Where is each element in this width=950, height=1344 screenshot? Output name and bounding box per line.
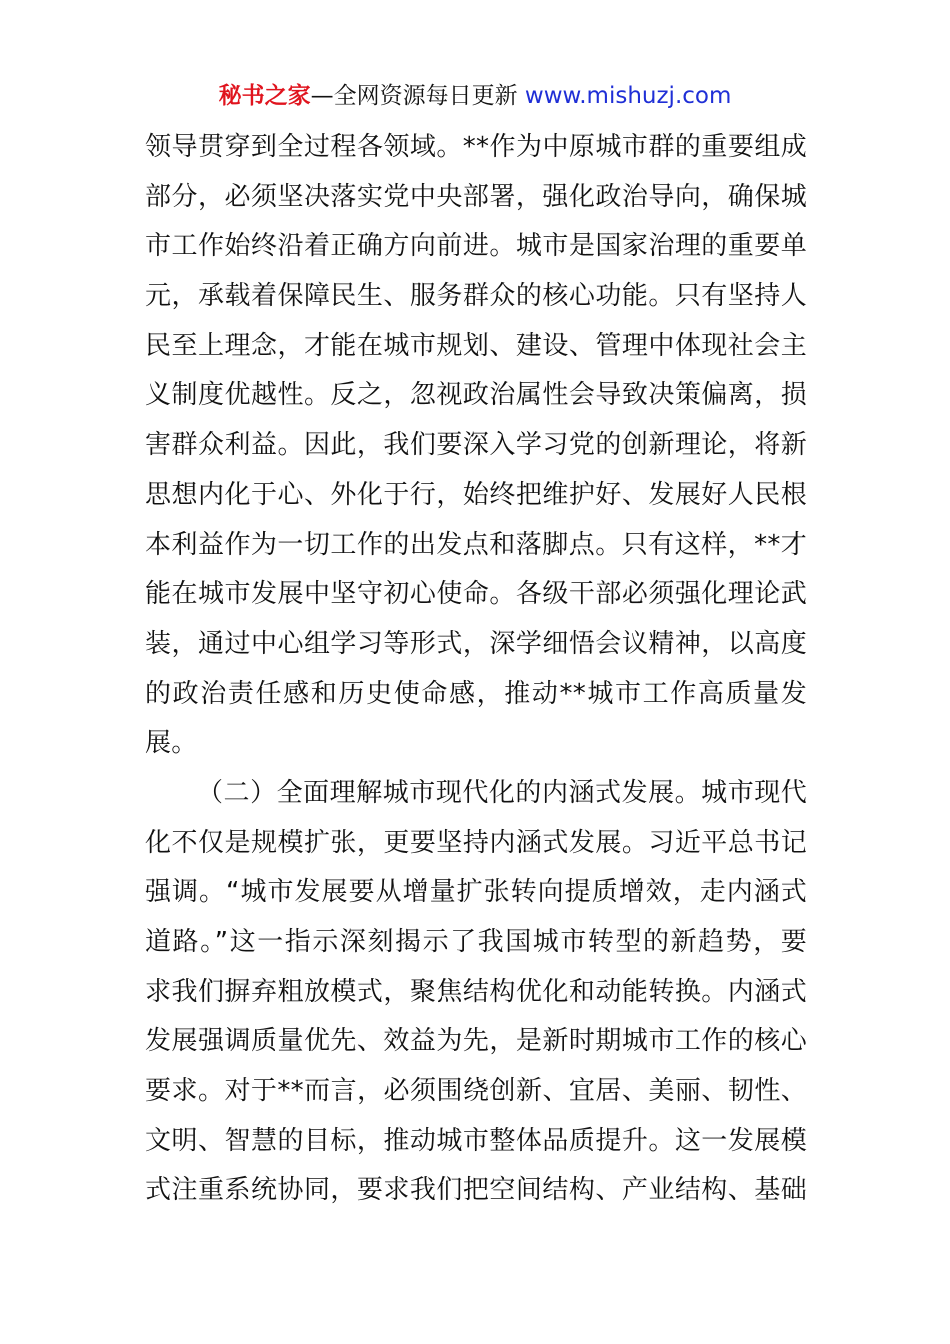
text-line: 装，通过中心组学习等形式，深学细悟会议精神，以高度 (145, 628, 807, 659)
site-header (0, 78, 950, 114)
text-line: 元，承载着保障民生、服务群众的核心功能。只有坚持人 (145, 281, 807, 312)
text-line: 领导贯穿到全过程各领域。**作为中原城市群的重要组成 (145, 132, 807, 162)
section-heading-line: （二）全面理解城市现代化的内涵式发展。城市现代 (197, 777, 807, 808)
paragraph-end-line: 展。 (145, 728, 198, 759)
text-line: 市工作始终沿着正确方向前进。城市是国家治理的重要单 (145, 231, 807, 262)
document-body (145, 123, 807, 1216)
text-line: 文明、智慧的目标，推动城市整体品质提升。这一发展模 (145, 1125, 807, 1156)
text-line: 要求。对于**而言，必须围绕创新、宜居、美丽、韧性、 (145, 1076, 807, 1107)
text-line: 本利益作为一切工作的出发点和落脚点。只有这样，**才 (145, 529, 807, 560)
text-line: 能在城市发展中坚守初心使命。各级干部必须强化理论武 (145, 579, 807, 610)
text-line: 发展强调质量优先、效益为先，是新时期城市工作的核心 (145, 1026, 807, 1057)
text-line: 义制度优越性。反之，忽视政治属性会导致决策偏离，损 (145, 380, 807, 411)
text-line: 强调。“城市发展要从增量扩张转向提质增效，走内涵式 (145, 877, 807, 908)
text-line: 化不仅是规模扩张，更要坚持内涵式发展。习近平总书记 (145, 827, 807, 858)
text-line: 求我们摒弃粗放模式，聚焦结构优化和动能转换。内涵式 (145, 976, 807, 1007)
text-line: 的政治责任感和历史使命感，推动**城市工作高质量发 (145, 678, 807, 709)
text-line: 害群众利益。因此，我们要深入学习党的创新理论，将新 (145, 430, 807, 461)
text-line: 道路。”这一指示深刻揭示了我国城市转型的新趋势，要 (145, 927, 807, 957)
header-url-link[interactable]: www.mishuzj.com (524, 83, 732, 109)
text-line: 思想内化于心、外化于行，始终把维护好、发展好人民根 (145, 479, 807, 510)
text-line: 部分，必须坚决落实党中央部署，强化政治导向，确保城 (145, 181, 807, 212)
header-tagline: —全网资源每日更新 (310, 83, 525, 109)
text-line: 式注重系统协同，要求我们把空间结构、产业结构、基础 (145, 1175, 807, 1206)
text-line: 民至上理念，才能在城市规划、建设、管理中体现社会主 (145, 330, 807, 361)
header-brand: 秘书之家 (218, 83, 311, 109)
